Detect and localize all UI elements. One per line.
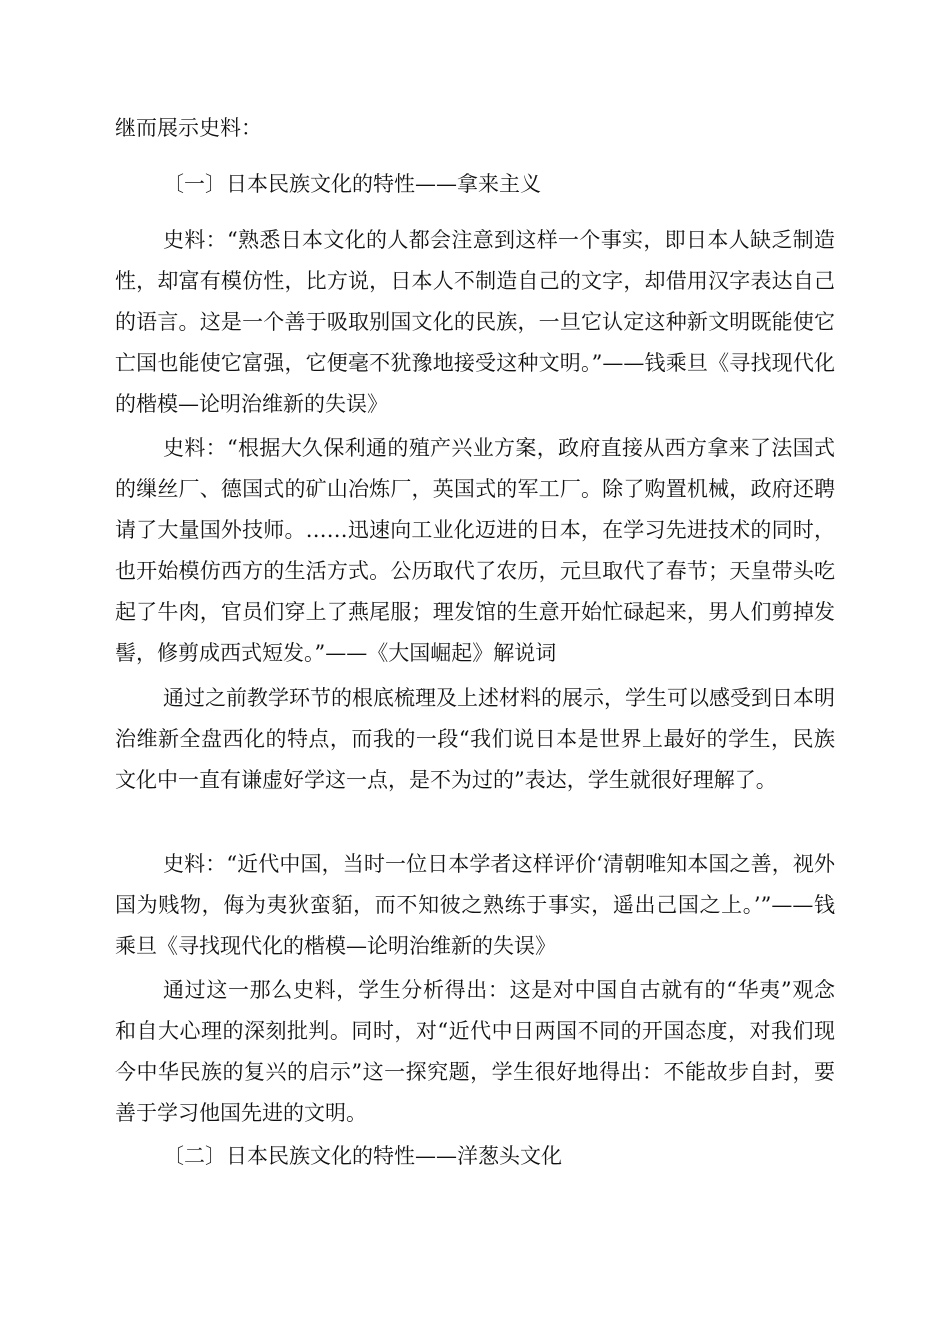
analysis-paragraph-2: 通过这一那么史料，学生分析得出：这是对中国自古就有的“华夷”观念和自大心理的深刻批判。同时，对“近代中日两国不同的开国态度，对我们现今中华民族的复兴的启示”这一探究题，学生很好地得出：不能故步自封，要善于学习他国先进的文明。 [115,978,835,1125]
section-heading-1: 〔一〕日本民族文化的特性——拿来主义 [163,172,541,196]
source-quote-2: 史料：“根据大久保利通的殖产兴业方案，政府直接从西方拿来了法国式的缫丝厂、德国式的矿山冶炼厂，英国式的军工厂。除了购置机械，政府还聘请了大量国外技师。……迅速向工业化迈进的日本，在学习先进技术的同时，也开始模仿西方的生活方式。公历取代了农历，元旦取代了春节；天皇带头吃起了牛肉，官员们穿上了燕尾服；理发馆的生意开始忙碌起来，男人们剪掉发髻，修剪成西式短发。”——《大国崛起》解说词 [115,436,835,665]
analysis-paragraph-1: 通过之前教学环节的根底梳理及上述材料的展示，学生可以感受到日本明治维新全盘西化的特点，而我的一段“我们说日本是世界上最好的学生，民族文化中一直有谦虚好学这一点，是不为过的”表达，学生就很好理解了。 [115,686,835,792]
source-quote-3: 史料：“近代中国，当时一位日本学者这样评价‘清朝唯知本国之善，视外国为贱物，侮为夷狄蛮貊，而不知彼之熟练于事实，遥出己国之上。’”——钱乘旦《寻找现代化的楷模—论明治维新的失误》 [115,852,835,958]
source-quote-1: 史料：“熟悉日本文化的人都会注意到这样一个事实，即日本人缺乏制造性，却富有模仿性，比方说，日本人不制造自己的文字，却借用汉字表达自己的语言。这是一个善于吸取别国文化的民族，一旦它认定这种新文明既能使它亡国也能使它富强，它便毫不犹豫地接受这种文明。”——钱乘旦《寻找现代化的楷模—论明治维新的失误》 [115,228,835,416]
section-heading-2: 〔二〕日本民族文化的特性——洋葱头文化 [163,1144,562,1168]
intro-text: 继而展示史料： [115,116,262,140]
